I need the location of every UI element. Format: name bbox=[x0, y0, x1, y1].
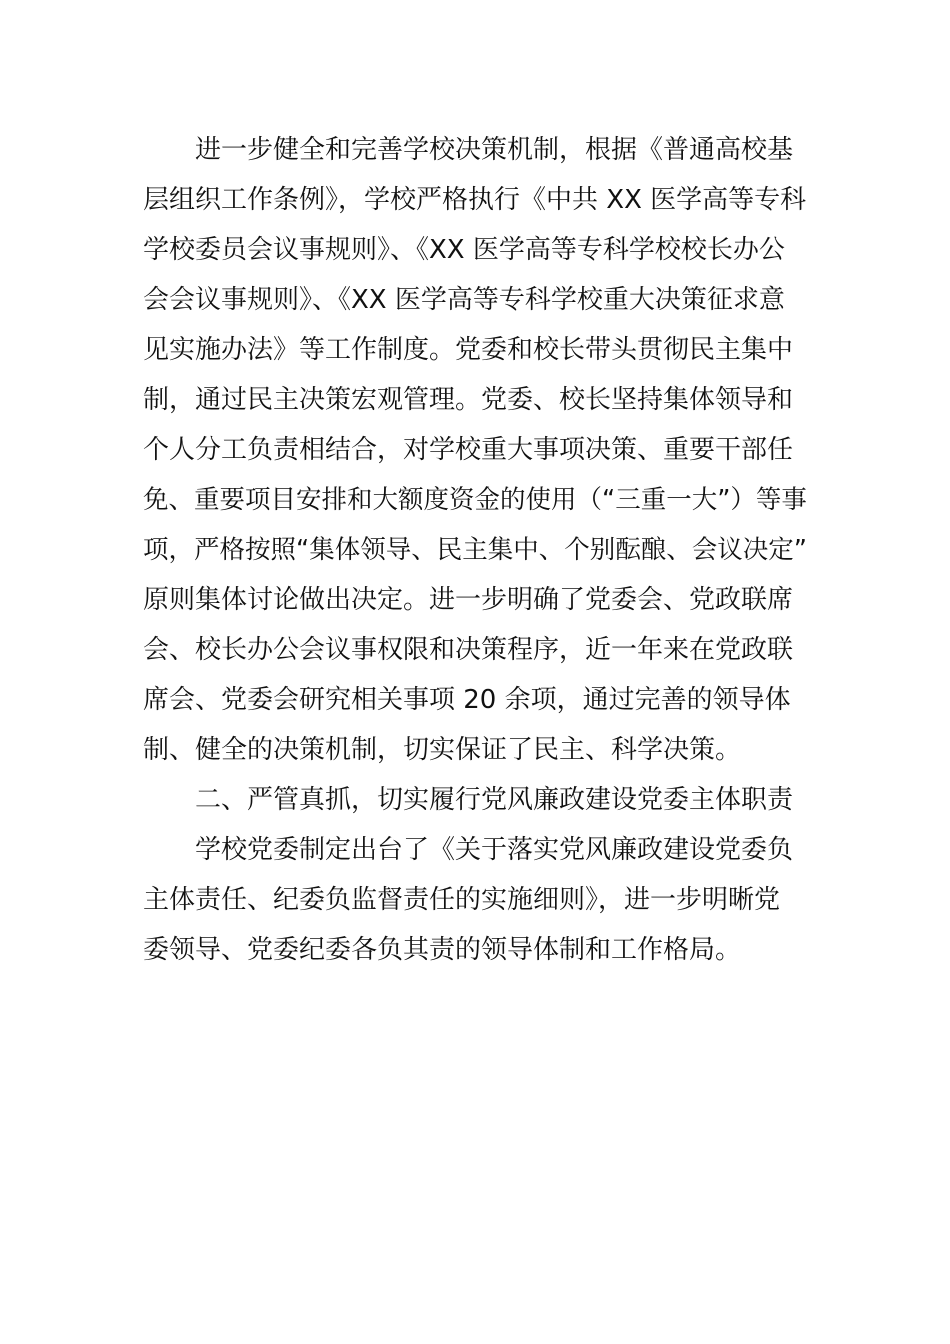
paragraph-1-line-11: 会、校长办公会议事权限和决策程序，近一年来在党政联 bbox=[143, 635, 794, 665]
paragraph-1-line-10: 原则集体讨论做出决定。进一步明确了党委会、党政联席 bbox=[143, 585, 794, 615]
paragraph-1-line-8: 免、重要项目安排和大额度资金的使用（“三重一大”）等事 bbox=[143, 485, 807, 515]
paragraph-1-line-13: 制、健全的决策机制，切实保证了民主、科学决策。 bbox=[143, 735, 742, 765]
paragraph-1-line-5: 见实施办法》等工作制度。党委和校长带头贯彻民主集中 bbox=[143, 335, 794, 365]
paragraph-1-line-12: 席会、党委会研究相关事项 20 余项，通过完善的领导体 bbox=[143, 685, 791, 715]
paragraph-2-line-2: 主体责任、纪委负监督责任的实施细则》，进一步明晰党 bbox=[143, 885, 781, 915]
section-heading: 二、严管真抓，切实履行党风廉政建设党委主体职责 bbox=[195, 785, 794, 815]
paragraph-1-line-7: 个人分工负责相结合，对学校重大事项决策、重要干部任 bbox=[143, 435, 794, 465]
paragraph-1-line-4: 会会议事规则》、《XX 医学高等专科学校重大决策征求意 bbox=[143, 285, 785, 315]
paragraph-1-line-9: 项，严格按照“集体领导、民主集中、个别酝酿、会议决定” bbox=[143, 535, 807, 565]
paragraph-2-line-1: 学校党委制定出台了《关于落实党风廉政建设党委负 bbox=[195, 835, 794, 865]
paragraph-1-line-3: 学校委员会议事规则》、《XX 医学高等专科学校校长办公 bbox=[143, 235, 785, 265]
paragraph-1-line-6: 制，通过民主决策宏观管理。党委、校长坚持集体领导和 bbox=[143, 385, 794, 415]
paragraph-1-line-1: 进一步健全和完善学校决策机制，根据《普通高校基 bbox=[195, 135, 794, 165]
paragraph-2-line-3: 委领导、党委纪委各负其责的领导体制和工作格局。 bbox=[143, 935, 742, 965]
paragraph-1-line-2: 层组织工作条例》，学校严格执行《中共 XX 医学高等专科 bbox=[143, 185, 807, 215]
